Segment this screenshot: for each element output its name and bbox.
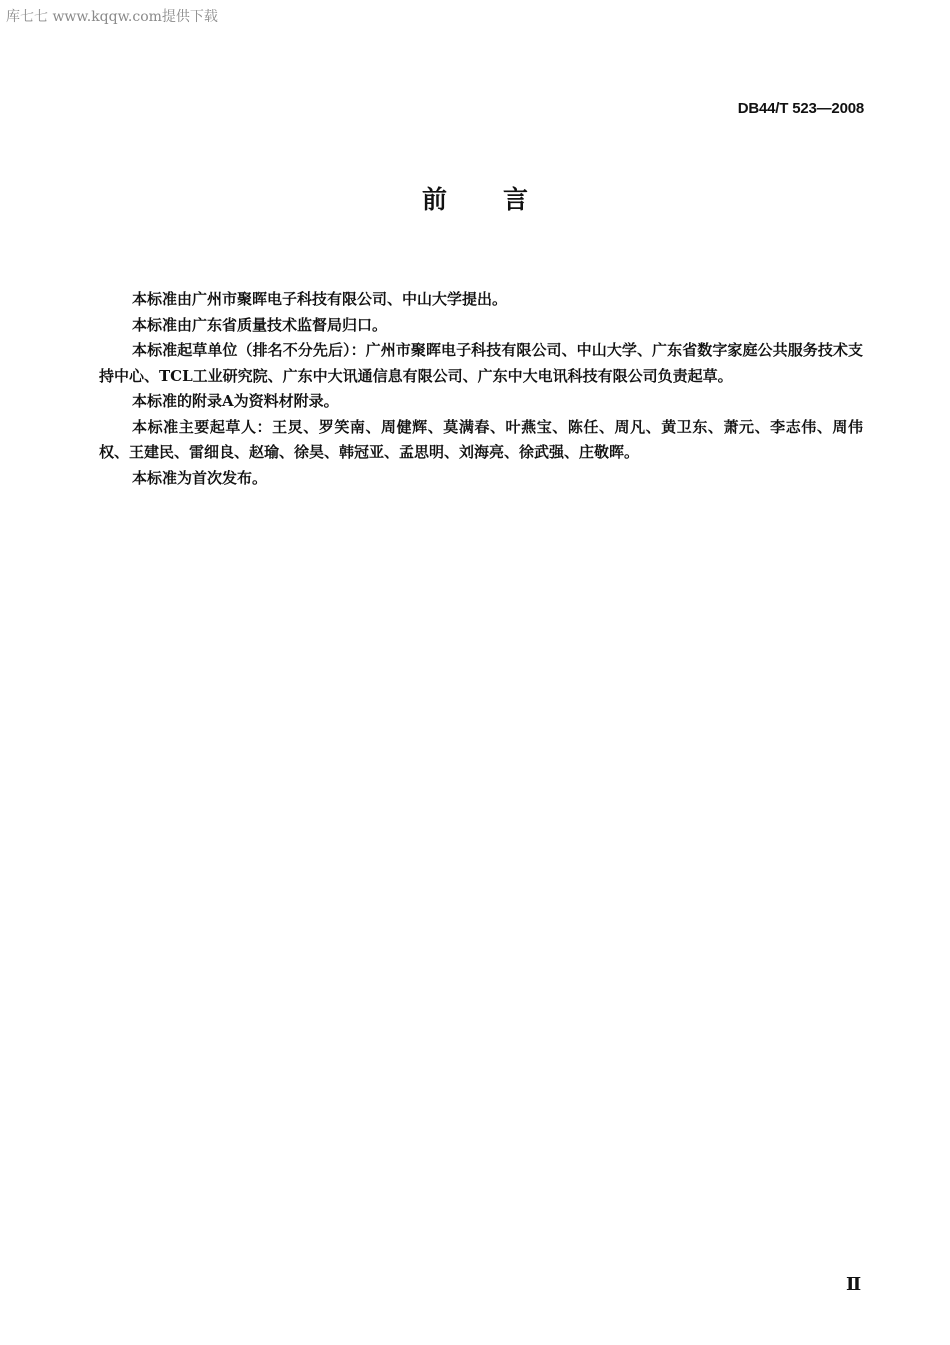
page-title: 前言	[421, 185, 584, 214]
paragraph-appendix: 本标准的附录A为资料材附录。	[132, 392, 339, 410]
page-number: Ⅱ	[846, 1274, 862, 1295]
paragraph-first-release: 本标准为首次发布。	[132, 468, 268, 487]
paragraph-administrator: 本标准由广东省质量技术监督局归口。	[132, 315, 388, 334]
paragraph-drafting-units: 本标准起草单位（排名不分先后）：广州市聚晖电子科技有限公司、中山大学、广东省数字家庭公共服务技术支持中心、TCL工业研究院、广东中大讯通信息有限公司、广东中大电讯科技有限公司负责起草。	[99, 341, 863, 385]
document-code: DB44/T 523—2008	[737, 100, 864, 117]
paragraph-proposer: 本标准由广州市聚晖电子科技有限公司、中山大学提出。	[132, 290, 508, 308]
foreword-body	[99, 287, 863, 491]
watermark-text: 库七七 www.kqqw.com提供下载	[6, 9, 218, 25]
paragraph-drafters: 本标准主要起草人：王炅、罗笑南、周健辉、莫满春、叶燕宝、陈任、周凡、黄卫东、萧元、李志伟、周伟权、王建民、雷细良、赵瑜、徐昊、韩冠亚、孟思明、刘海亮、徐武强、庄敬晖。	[99, 417, 863, 461]
